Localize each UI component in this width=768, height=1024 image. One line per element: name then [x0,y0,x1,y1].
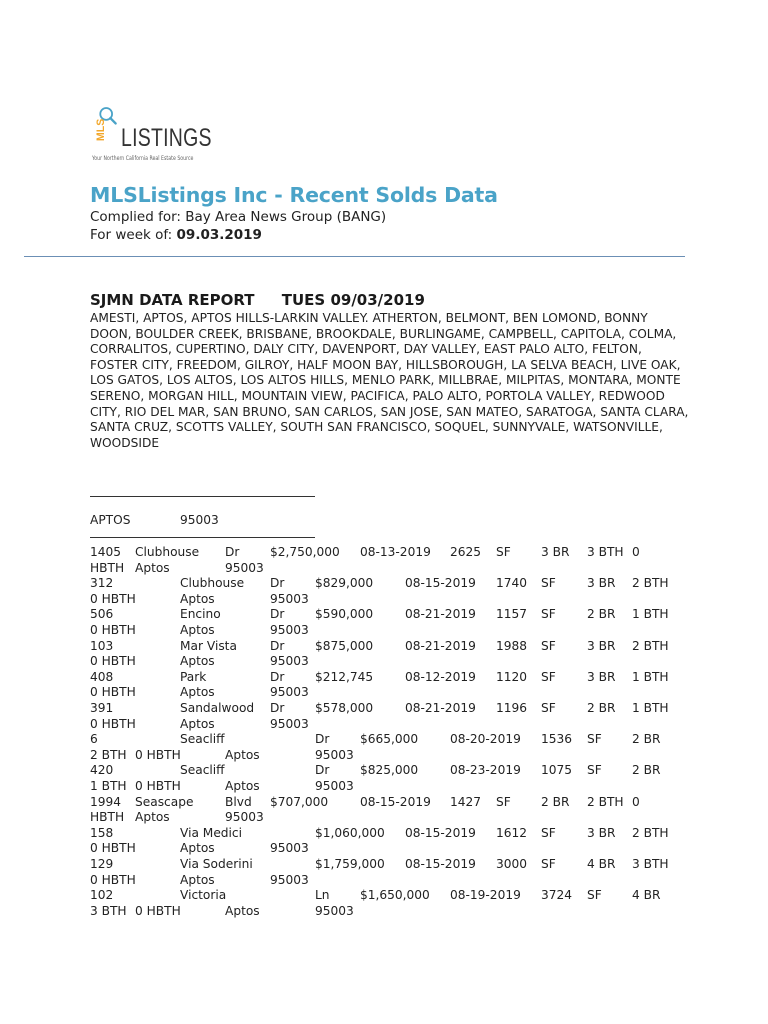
listing-cell: Aptos [225,779,260,793]
listing-cell: 102 [90,888,114,903]
listing-cell: Victoria [180,888,227,903]
listing-cell: 506 [90,607,114,622]
listing-cell: $590,000 [315,607,374,622]
listing-cell: 3 BTH [90,903,127,918]
listing-cell: 2 BR [632,763,661,778]
listing-cell: 391 [90,701,114,715]
listing-cell: 95003 [315,747,354,762]
listing-cell: Park [180,669,207,684]
section-rule-bottom [90,537,315,538]
listing-cell: 3 BTH [587,545,624,559]
listing-cell: 95003 [225,560,264,575]
listing-cell: 1 BTH [632,607,669,622]
listing-cell: $212,745 [315,669,374,684]
week-value: 09.03.2019 [176,227,262,243]
listing-cell: Aptos [135,560,170,575]
listing-cell: 08-15-2019 [405,857,476,871]
listing-cell: Encino [180,607,221,622]
listing-cell: 95003 [270,872,309,887]
listing-cell: Clubhouse [180,576,245,591]
listing-cell: 95003 [270,591,309,606]
listing-cell: SF [587,732,602,747]
listing-cell: 1740 [496,576,528,591]
listing-cell: 08-15-2019 [405,576,476,591]
listing-cell: 2 BR [587,701,616,715]
listing-cell: SF [541,701,556,715]
header-divider [24,256,685,257]
listing-cell: Dr [315,732,330,747]
listing-cell: 08-19-2019 [450,888,521,903]
listing-cell: Dr [315,763,330,778]
listing-cell: 312 [90,576,114,591]
listing-cell: 158 [90,825,114,840]
listing-cell: 2625 [450,545,482,559]
listing-cell: 1612 [496,825,528,840]
listing-cell: 3 BR [541,545,570,559]
listing-cell: Aptos [180,685,215,700]
listing-cell: 08-21-2019 [405,607,476,622]
listing-cell: Dr [270,701,285,715]
listing-cell: SF [541,825,556,840]
listing-cell: 95003 [270,841,309,856]
listing-cell: 0 [632,545,640,559]
listing-cell: Via Soderini [180,857,253,871]
listing-cell: 0 HBTH [135,747,181,762]
listing-cell: SF [587,763,602,778]
page-title: MLSListings Inc - Recent Solds Data [90,183,498,207]
listing-cell: Seacliff [180,763,225,778]
listing-cell: 3 BR [587,669,616,684]
listing-cell: 95003 [225,810,264,825]
mls-magnifier-logo-icon [92,94,118,154]
listing-cell: 6 [90,732,98,747]
listing-cell: 2 BR [587,607,616,622]
listing-cell: 08-12-2019 [405,669,476,684]
listing-cell: 3 BR [587,825,616,840]
listing-cell: Seacliff [180,732,225,747]
listing-cell: 3 BR [587,576,616,591]
listing-cell: Via Medici [180,825,243,840]
listing-cell: 1427 [450,794,482,809]
listing-cell: $829,000 [315,576,374,591]
listing-cell: $707,000 [270,794,329,809]
report-name: SJMN DATA REPORT [90,291,255,309]
listing-cell: 1 BTH [632,669,669,684]
listing-cell: 08-23-2019 [450,763,521,778]
listing-cell: 0 HBTH [90,591,136,606]
listing-cell: Dr [225,545,240,559]
listing-cell: Seascape [135,794,194,809]
listing-cell: SF [496,545,511,559]
listing-cell: Dr [270,669,285,684]
listing-cell: Aptos [180,872,215,887]
listing-cell: $875,000 [315,638,374,653]
listing-cell: $825,000 [360,763,419,778]
week-of [90,227,262,243]
listing-cell: Aptos [135,810,170,825]
listing-cell: SF [541,669,556,684]
listing-cell: 0 HBTH [90,623,136,637]
listing-cell: 95003 [270,685,309,700]
listing-cell: 4 BR [587,857,616,871]
logo-tagline: Your Northern California Real Estate Source [92,155,194,162]
mlslistings-logo [92,94,222,166]
listing-cell: HBTH [90,560,125,575]
listing-cell: 2 BTH [632,825,669,840]
listing-cell: 0 [632,794,640,809]
listing-cell: SF [496,794,511,809]
listing-cell: $1,759,000 [315,857,385,871]
listing-cell: 3724 [541,888,573,903]
logo-wordmark: LISTINGS [121,124,212,152]
listing-cell: 08-15-2019 [360,794,431,809]
listing-cell: 0 HBTH [90,654,136,669]
listing-cell: 0 HBTH [90,685,136,700]
listing-cell: 95003 [315,903,354,918]
listing-cell: 1157 [496,607,528,622]
listing-cell: Aptos [180,716,215,731]
listing-cell: 1 BTH [90,779,127,793]
listing-cell: 408 [90,669,114,684]
listing-cell: 2 BR [632,732,661,747]
listing-cell: Mar Vista [180,638,237,653]
listing-cell: Clubhouse [135,545,200,559]
listing-cell: 08-20-2019 [450,732,521,747]
listing-cell: SF [541,857,556,871]
listing-cell: Aptos [180,841,215,856]
listing-cell: 0 HBTH [135,779,181,793]
listing-cell: SF [541,607,556,622]
section-zip: 95003 [180,513,219,527]
listing-cell: 08-21-2019 [405,638,476,653]
listing-cell: 1120 [496,669,528,684]
listing-cell: 1988 [496,638,528,653]
listing-cell: 1196 [496,701,528,715]
listing-cell: Aptos [225,747,260,762]
listing-cell: Ln [315,888,330,903]
listing-cell: Dr [270,638,285,653]
listing-cell: Sandalwood [180,701,255,715]
listing-cell: 1405 [90,545,122,559]
section-city: APTOS [90,513,131,527]
listing-cell: 0 HBTH [90,716,136,731]
listing-cell: 95003 [315,779,354,793]
listing-cell: Dr [270,607,285,622]
listing-cell: 1994 [90,794,122,809]
listing-cell: HBTH [90,810,125,825]
report-header [90,291,425,309]
listing-cell: 3 BTH [632,857,669,871]
section-rule-top [90,496,315,497]
listing-cell: 95003 [270,716,309,731]
listing-cell: 95003 [270,623,309,637]
listing-cell: 2 BR [541,794,570,809]
listing-cell: 2 BTH [90,747,127,762]
logo-mark-text: MLS [94,118,107,142]
listing-cell: Aptos [225,903,260,918]
listing-cell: 1 BTH [632,701,669,715]
listing-cell: 08-15-2019 [405,825,476,840]
listing-cell: 2 BTH [587,794,624,809]
listing-cell: $665,000 [360,732,419,747]
listing-cell: 2 BTH [632,638,669,653]
report-date: TUES 09/03/2019 [281,291,425,309]
listing-cell: $2,750,000 [270,545,340,559]
listing-cell: SF [587,888,602,903]
listing-cell: Dr [270,576,285,591]
listing-cell: Aptos [180,623,215,637]
listing-cell: 08-21-2019 [405,701,476,715]
listing-cell: $1,650,000 [360,888,430,903]
city-coverage-list: AMESTI, APTOS, APTOS HILLS-LARKIN VALLEY. ATHERTON, BELMONT, BEN LOMOND, BONNY DOON, BOULDER CREEK, BRISBANE, BROOKDALE, BURLINGAME, CAMPBELL, CAPITOLA, COLMA, CORRALITOS, CUPERTINO, DALY CITY, DAVENPORT, DAY VALLEY, EAST PALO ALTO, FELTON, FOSTER CITY, FREEDOM, GILROY, HALF MOON BAY, HILLSBOROUGH, LA SELVA BEACH, LIVE OAK, LOS GATOS, LOS ALTOS, LOS ALTOS HILLS, MENLO PARK, MILLBRAE, MILPITAS, MONTARA, MONTE SERENO, MORGAN HILL, MOUNTAIN VIEW, PACIFICA, PALO ALTO, PORTOLA VALLEY, REDWOOD CITY, RIO DEL MAR, SAN BRUNO, SAN CARLOS, SAN JOSE, SAN MATEO, SARATOGA, SANTA CLARA, SANTA CRUZ, SCOTTS VALLEY, SOUTH SAN FRANCISCO, SOQUEL, SUNNYVALE, WATSONVILLE, WOODSIDE [90,311,689,450]
listing-cell: Blvd [225,794,252,809]
listing-cell: 1536 [541,732,573,747]
listing-cell: 4 BR [632,888,661,903]
listing-cell: 0 HBTH [90,841,136,856]
listing-cell: 3 BR [587,638,616,653]
listing-cell: 95003 [270,654,309,669]
week-label: For week of: [90,227,173,243]
listing-cell: $578,000 [315,701,374,715]
listing-cell: 1075 [541,763,573,778]
listing-cell: 129 [90,857,114,871]
listing-cell: 420 [90,763,114,778]
listing-cell: $1,060,000 [315,825,385,840]
listing-cell: 0 HBTH [90,872,136,887]
listing-cell: Aptos [180,654,215,669]
compiled-for: Complied for: Bay Area News Group (BANG) [90,209,387,225]
listing-cell: Aptos [180,591,215,606]
listing-cell: 3000 [496,857,528,871]
listing-cell: 08-13-2019 [360,545,431,559]
listing-cell: 0 HBTH [135,903,181,918]
listing-cell: SF [541,576,556,591]
listing-cell: SF [541,638,556,653]
listing-cell: 103 [90,638,114,653]
listing-cell: 2 BTH [632,576,669,591]
